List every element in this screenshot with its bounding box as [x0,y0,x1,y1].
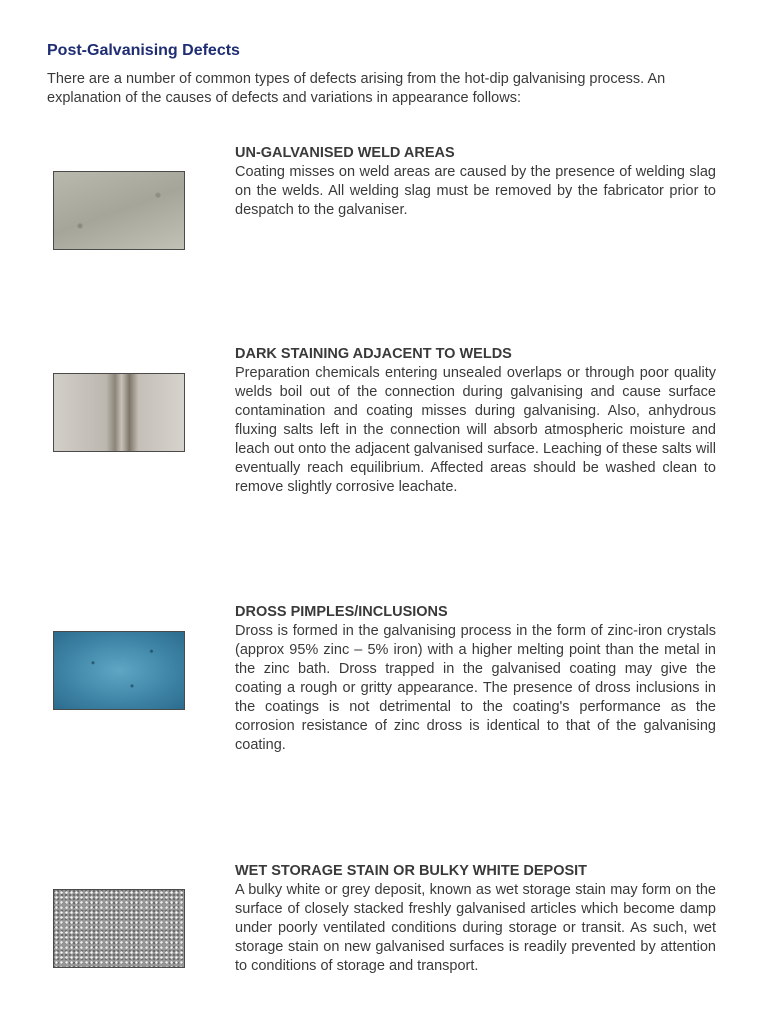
dross-inclusions-photo [53,631,185,710]
section-body: A bulky white or grey deposit, known as wet storage stain may form on the surface of closely stacked freshly galvanised articles which become damp under poorly ventilated conditions during storage or transit. As such, wet storage stain on new galvanised surfaces is readily prevented by attention to conditions of storage and transport. [235,882,716,974]
section-heading: UN-GALVANISED WELD AREAS [235,145,455,161]
section-heading: DROSS PIMPLES/INCLUSIONS [235,604,448,620]
section-heading: DARK STAINING ADJACENT TO WELDS [235,346,512,362]
wet-storage-stain-photo [53,889,185,968]
intro-paragraph: There are a number of common types of defects arising from the hot-dip galvanising process. An explanation of the causes of defects and variations in appearance follows: [47,71,666,106]
page-title: Post-Galvanising Defects [47,42,240,59]
dark-staining-photo [53,373,185,452]
weld-areas-photo [53,171,185,250]
section-heading: WET STORAGE STAIN OR BULKY WHITE DEPOSIT [235,863,588,879]
section-body: Dross is formed in the galvanising process in the form of zinc-iron crystals (approx 95% zinc – 5% iron) with a higher melting point than the metal in the zinc bath. Dross trapped in the galvanised coating may give the coating a rough or gritty appearance. The presence of dross inclusions in the coatings is not detrimental to the coating's performance as the corrosion resistance of zinc dross is identical to that of the galvanising coating. [235,623,716,753]
section-body: Preparation chemicals entering unsealed overlaps or through poor quality welds boil out of the connection during galvanising and cause surface contamination and coating misses during galvanising. Also, anhydrous fluxing salts left in the connection will absorb atmospheric moisture and leach out onto the adjacent galvanised surface. Leaching of these salts will eventually reach equilibrium. Affected areas should be washed clean to remove slightly corrosive leachate. [235,365,716,495]
section-body: Coating misses on weld areas are caused by the presence of welding slag on the welds. All welding slag must be removed by the fabricator prior to despatch to the galvaniser. [235,164,716,218]
